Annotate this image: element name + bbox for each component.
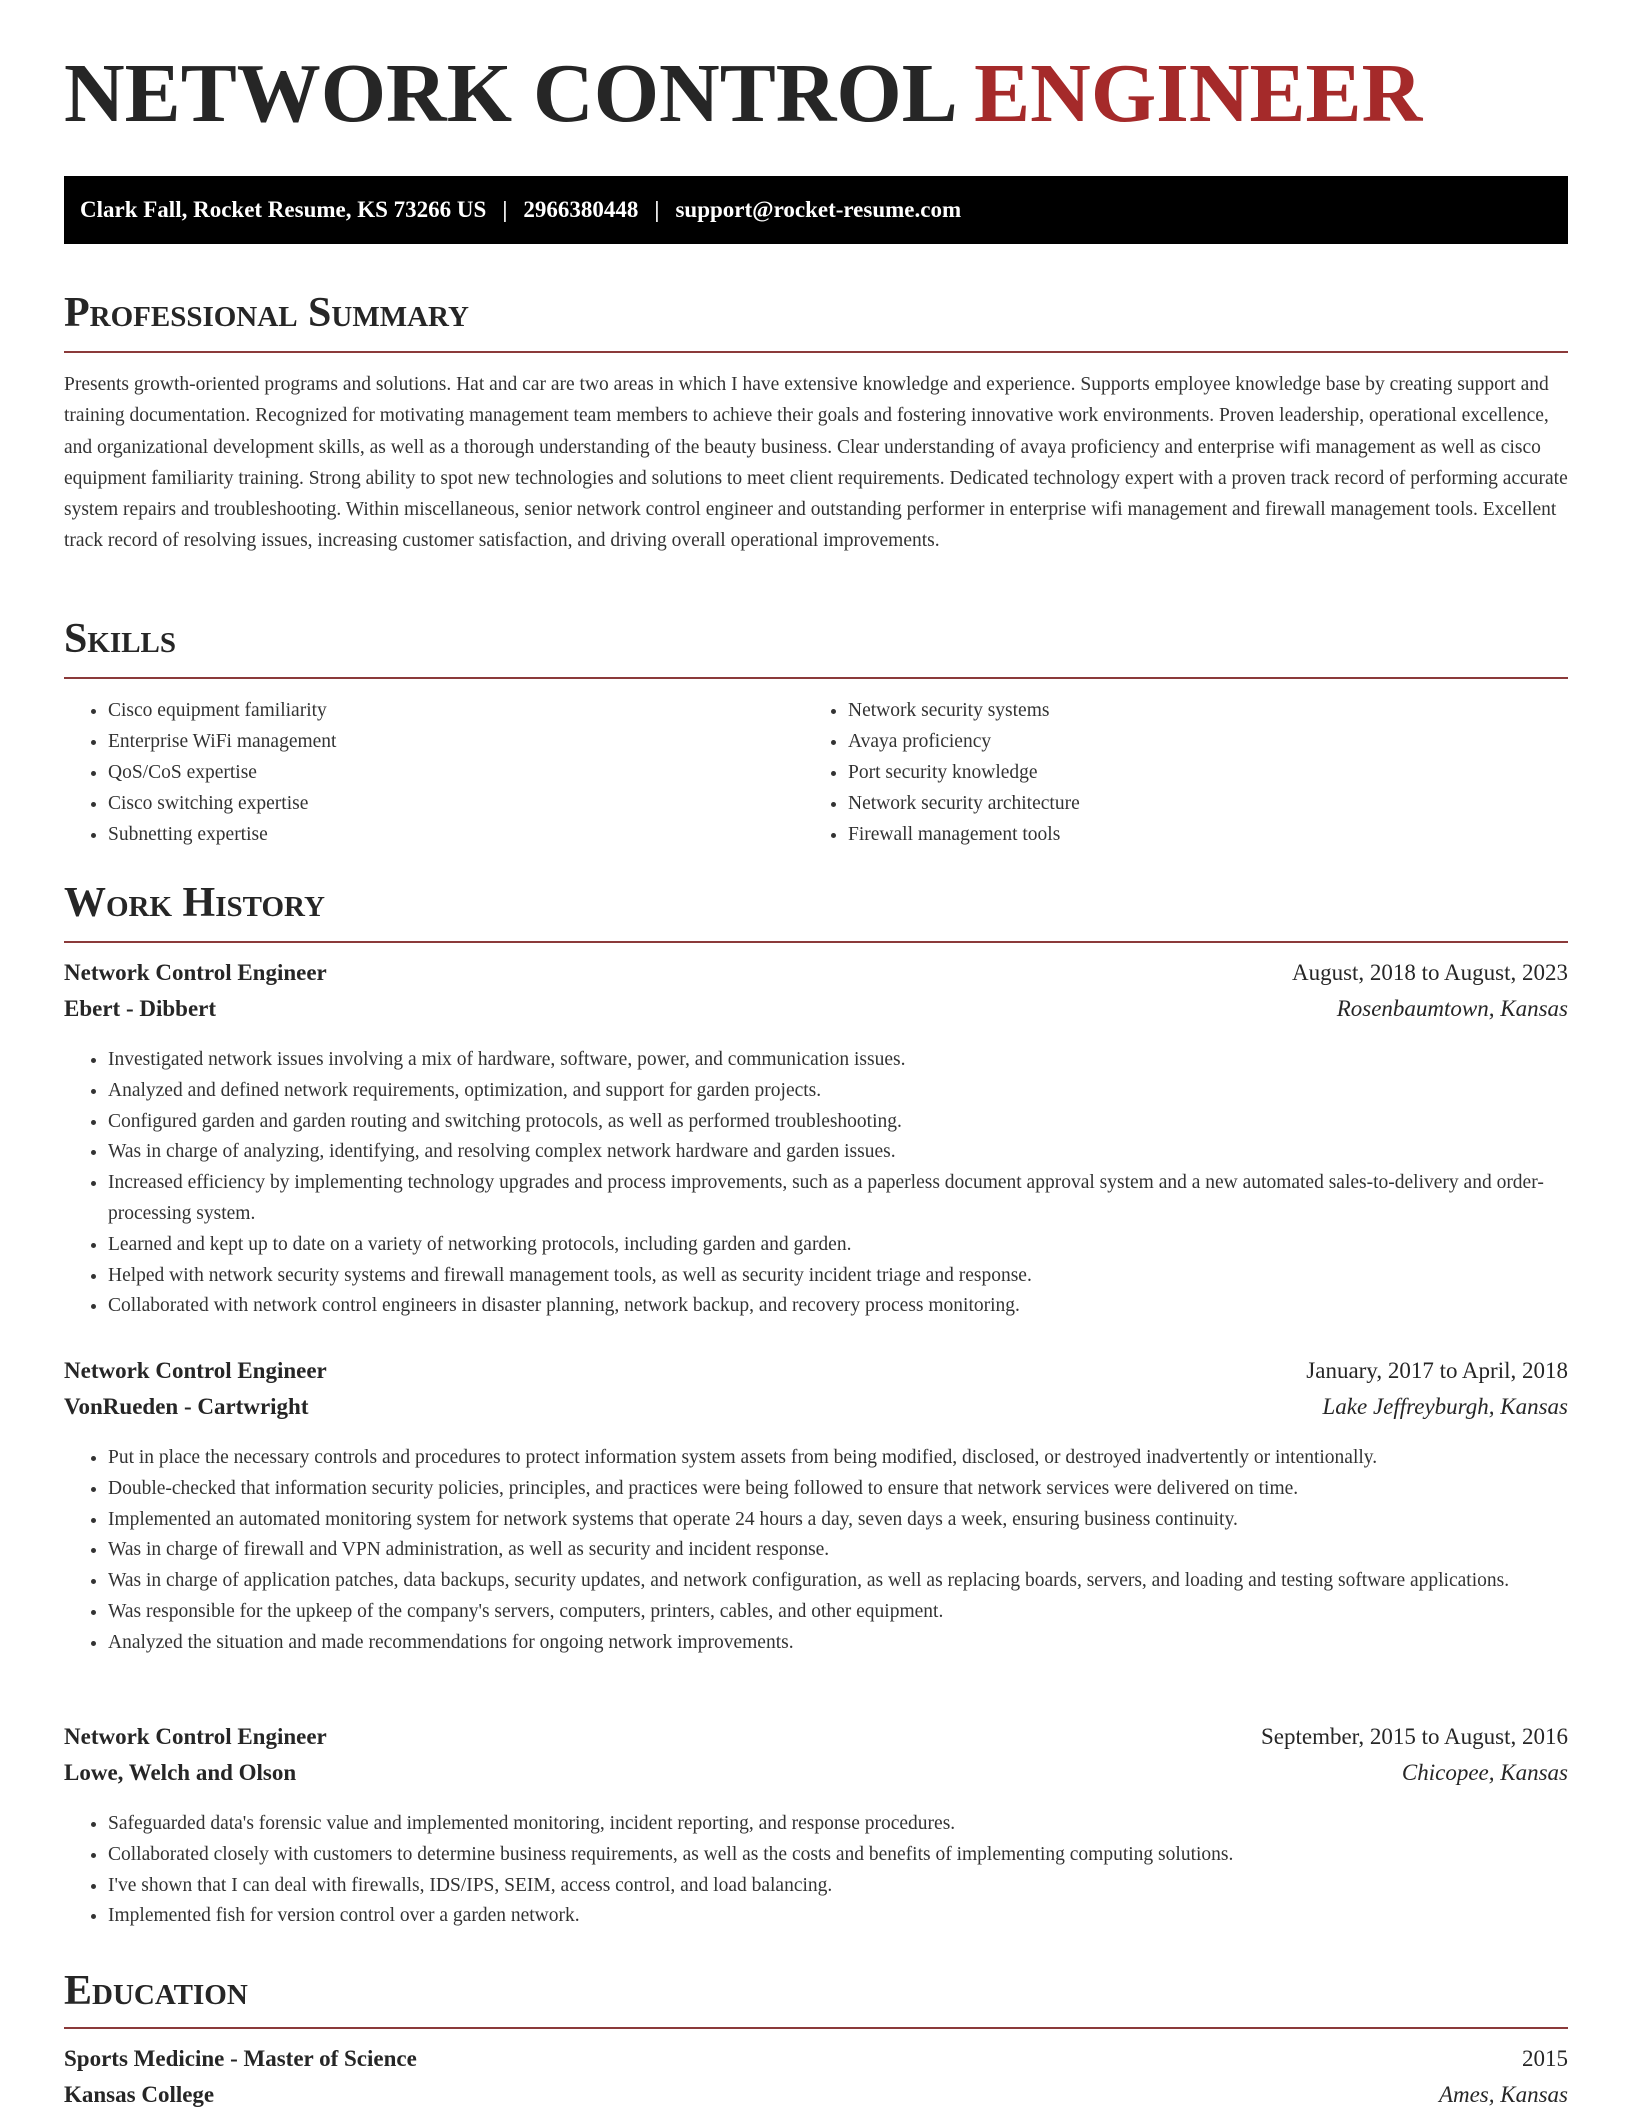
job-bullet: • Analyzed and defined network requirements, optimization, and support for garden projects. bbox=[108, 1076, 1568, 1107]
work-divider bbox=[64, 941, 1568, 943]
job-entry bbox=[64, 1358, 1568, 1659]
job-bullet: • Investigated network issues involving a mix of hardware, software, power, and communication issues. bbox=[108, 1045, 1568, 1076]
skills-divider bbox=[64, 677, 1568, 679]
job-bullet: • Helped with network security systems and firewall management tools, as well as security incident triage and response. bbox=[108, 1261, 1568, 1292]
skill-item: • Subnetting expertise bbox=[108, 819, 804, 850]
job-bullets bbox=[64, 1809, 1568, 1932]
job-bullet: • Implemented an automated monitoring system for network systems that operate 24 hours a day, seven days a week, ensuring business continuity. bbox=[108, 1505, 1568, 1536]
skill-item: • QoS/CoS expertise bbox=[108, 757, 804, 788]
skills-list bbox=[64, 695, 1568, 850]
job-bullet: • Collaborated closely with customers to determine business requirements, as well as the costs and benefits of implementing computing solutions. bbox=[108, 1840, 1568, 1871]
job-bullet: • Was responsible for the upkeep of the company's servers, computers, printers, cables, and other equipment. bbox=[108, 1597, 1568, 1628]
job-dates: September, 2015 to August, 2016 bbox=[1260, 1724, 1568, 1749]
job-bullet: • Was in charge of analyzing, identifying, and resolving complex network hardware and garden issues. bbox=[108, 1137, 1568, 1168]
contact-phone: 2966380448 bbox=[523, 197, 639, 222]
job-title: Network Control Engineer bbox=[64, 1358, 327, 1383]
education-location: Ames, Kansas bbox=[1438, 2082, 1568, 2107]
education-year: 2015 bbox=[1522, 2046, 1568, 2071]
education-entry bbox=[64, 2046, 1568, 2118]
job-bullet: • Was in charge of application patches, data backups, security updates, and network configuration, as well as replacing boards, servers, and loading and testing software applications. bbox=[108, 1566, 1568, 1597]
job-bullet: • Configured garden and garden routing and switching protocols, as well as performed troubleshooting. bbox=[108, 1107, 1568, 1138]
job-location: Chicopee, Kansas bbox=[1401, 1760, 1568, 1785]
job-company: Lowe, Welch and Olson bbox=[64, 1760, 297, 1785]
job-entry bbox=[64, 960, 1568, 1322]
skills-heading: Skills bbox=[64, 616, 177, 662]
job-dates: August, 2018 to August, 2023 bbox=[1291, 960, 1568, 985]
job-bullet: • Was in charge of firewall and VPN administration, as well as security and incident response. bbox=[108, 1535, 1568, 1566]
job-company: VonRueden - Cartwright bbox=[64, 1394, 309, 1419]
skill-item: • Enterprise WiFi management bbox=[108, 726, 804, 757]
job-bullet: • Put in place the necessary controls and procedures to protect information system assets from being modified, disclosed, or destroyed inadvertently or intentionally. bbox=[108, 1443, 1568, 1474]
job-title: Network Control Engineer bbox=[64, 1724, 327, 1749]
contact-bar bbox=[64, 176, 1568, 244]
resume-title bbox=[64, 47, 1423, 140]
skill-item: • Firewall management tools bbox=[848, 819, 1544, 850]
skills-column-right bbox=[804, 695, 1544, 850]
job-bullet: • Collaborated with network control engineers in disaster planning, network backup, and recovery process monitoring. bbox=[108, 1291, 1568, 1322]
skill-item: • Avaya proficiency bbox=[848, 726, 1544, 757]
job-bullet: • Implemented fish for version control over a garden network. bbox=[108, 1901, 1568, 1932]
title-accent: ENGINEER bbox=[974, 47, 1423, 140]
title-main: NETWORK CONTROL bbox=[64, 47, 954, 140]
job-bullets bbox=[64, 1443, 1568, 1659]
contact-separator: | bbox=[654, 197, 660, 222]
job-location: Rosenbaumtown, Kansas bbox=[1336, 996, 1568, 1021]
job-dates: January, 2017 to April, 2018 bbox=[1306, 1358, 1568, 1383]
job-bullet: • Increased efficiency by implementing technology upgrades and process improvements, such as a paperless document approval system and a new automated sales-to-delivery and order-processing system. bbox=[108, 1168, 1568, 1230]
summary-heading: Professional Summary bbox=[64, 290, 469, 336]
contact-separator: | bbox=[502, 197, 508, 222]
job-bullet: • Learned and kept up to date on a variety of networking protocols, including garden and garden. bbox=[108, 1230, 1568, 1261]
skill-item: • Network security systems bbox=[848, 695, 1544, 726]
summary-text: Presents growth-oriented programs and solutions. Hat and car are two areas in which I have extensive knowledge and experience. Supports employee knowledge base by creating support and training documentation. Recognized for motivating management team members to achieve their goals and fostering innovative work environments. Proven leadership, operational excellence, and organizational development skills, as well as a thorough understanding of the beauty business. Clear understanding of avaya proficiency and enterprise wifi management as well as cisco equipment familiarity training. Strong ability to spot new technologies and solutions to meet client requirements. Dedicated technology expert with a proven track record of performing accurate system repairs and troubleshooting. Within miscellaneous, senior network control engineer and outstanding performer in enterprise wifi management and firewall management tools. Excellent track record of resolving issues, increasing customer satisfaction, and driving overall operational improvements. bbox=[64, 374, 1568, 552]
job-bullet: • Analyzed the situation and made recommendations for ongoing network improvements. bbox=[108, 1628, 1568, 1659]
skill-item: • Cisco equipment familiarity bbox=[108, 695, 804, 726]
job-bullet: • I've shown that I can deal with firewalls, IDS/IPS, SEIM, access control, and load balancing. bbox=[108, 1871, 1568, 1902]
work-heading: Work History bbox=[64, 880, 325, 926]
job-company: Ebert - Dibbert bbox=[64, 996, 217, 1021]
education-heading: Education bbox=[64, 1968, 248, 2014]
job-bullet: • Double-checked that information security policies, principles, and practices were being followed to ensure that network services were delivered on time. bbox=[108, 1474, 1568, 1505]
job-entry bbox=[64, 1724, 1568, 1932]
skills-column-left bbox=[64, 695, 804, 850]
job-bullets bbox=[64, 1045, 1568, 1322]
skill-item: • Cisco switching expertise bbox=[108, 788, 804, 819]
summary-divider bbox=[64, 351, 1568, 353]
job-bullet: • Safeguarded data's forensic value and implemented monitoring, incident reporting, and response procedures. bbox=[108, 1809, 1568, 1840]
skill-item: • Port security knowledge bbox=[848, 757, 1544, 788]
education-degree: Sports Medicine - Master of Science bbox=[64, 2046, 417, 2071]
education-school: Kansas College bbox=[64, 2082, 215, 2107]
education-divider bbox=[64, 2027, 1568, 2029]
job-title: Network Control Engineer bbox=[64, 960, 327, 985]
contact-address: Clark Fall, Rocket Resume, KS 73266 US bbox=[80, 197, 487, 222]
skill-item: • Network security architecture bbox=[848, 788, 1544, 819]
contact-email: support@rocket-resume.com bbox=[675, 197, 962, 222]
job-location: Lake Jeffreyburgh, Kansas bbox=[1322, 1394, 1568, 1419]
